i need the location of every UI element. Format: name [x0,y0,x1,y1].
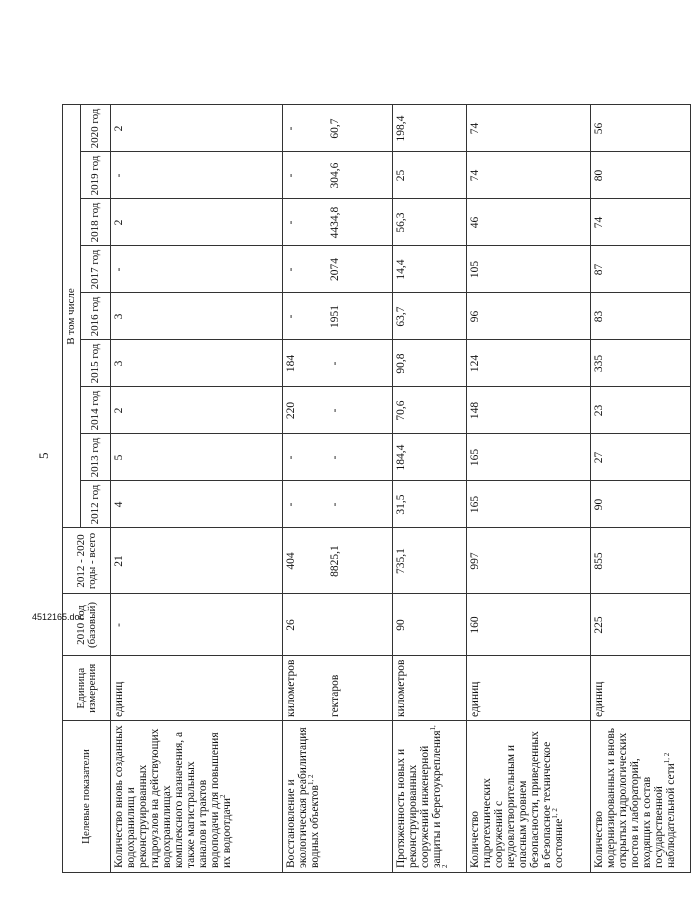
total-cell: 855 [591,528,691,594]
value-cell: 4 [111,481,283,528]
target-indicators-table [62,105,691,874]
total-cell: 21 [111,528,283,594]
value-cell: - [327,434,393,481]
indicator-cell [467,721,591,873]
year-header: 2017 год [81,246,111,293]
base-cell: 160 [467,594,591,656]
base-cell: 225 [591,594,691,656]
base-cell: - [111,594,283,656]
base-cell: 90 [393,594,467,656]
indicator-cell [393,721,467,873]
value-cell: - [111,152,283,199]
value-cell: - [111,246,283,293]
value-cell: 25 [393,152,467,199]
indicator-text: Количество модернизированных и вновь открытых гидрологических постов и лабораторий, входящих в состав государственной наблюдательной сети [593,728,677,868]
unit-cell: километров [393,656,467,721]
value-cell: 105 [467,246,591,293]
value-cell: 165 [467,434,591,481]
base-cell [327,594,393,656]
footnote-ref: 1, 2 [307,774,316,786]
year-header: 2013 год [81,434,111,481]
value-cell: - [327,340,393,387]
value-cell: - [283,152,327,199]
indicator-cell [111,721,283,873]
value-cell: 23 [591,387,691,434]
value-cell: 74 [467,152,591,199]
footnote-ref: 1, 2 [663,752,672,764]
value-cell: 2 [111,199,283,246]
base-cell: 26 [283,594,327,656]
year-header: 2018 год [81,199,111,246]
value-cell: 74 [467,105,591,152]
value-cell: 96 [467,293,591,340]
value-cell: 304,6 [327,152,393,199]
value-cell: 56,3 [393,199,467,246]
year-header: 2012 год [81,481,111,528]
value-cell: 90,8 [393,340,467,387]
table-row [393,105,467,873]
unit-cell: километров [283,656,327,721]
indicator-text: Восстановление и экологическая реабилитация водных объектов [285,727,321,868]
value-cell: 148 [467,387,591,434]
value-cell: 3 [111,293,283,340]
value-cell: 5 [111,434,283,481]
value-cell: 1951 [327,293,393,340]
value-cell: 56 [591,105,691,152]
value-cell: 2 [111,105,283,152]
value-cell: 60,7 [327,105,393,152]
value-cell: 46 [467,199,591,246]
unit-cell: единиц [467,656,591,721]
value-cell: 198,4 [393,105,467,152]
value-cell: 335 [591,340,691,387]
value-cell: 184 [283,340,327,387]
value-cell: - [283,105,327,152]
col-total-header: 2012 - 2020 годы - всего [63,528,111,594]
value-cell: 63,7 [393,293,467,340]
year-header: 2016 год [81,293,111,340]
indicator-text: Количество вновь созданных водохранилищ и реконструированных гидроузлов на действующих водохранилищах комплексного назначения, а также магистральных каналов и трактов водоподачи для повышения их водоотдачи [113,725,233,868]
value-cell: 220 [283,387,327,434]
value-cell: - [327,387,393,434]
value-cell: 2074 [327,246,393,293]
table-row [111,105,283,873]
footnote-ref: 1, 2 [429,725,450,868]
value-cell: 14,4 [393,246,467,293]
value-cell: - [283,199,327,246]
value-cell: 27 [591,434,691,481]
value-cell: 83 [591,293,691,340]
value-cell: 87 [591,246,691,293]
col-unit-header: Единица измерения [63,656,111,721]
table-row [327,105,393,873]
footnote-ref: 2 [219,794,228,798]
indicator-cell [283,721,327,873]
value-cell: - [283,434,327,481]
value-cell: 4434,8 [327,199,393,246]
year-header: 2020 год [81,105,111,152]
value-cell: 2 [111,387,283,434]
col-indicator-header: Целевые показатели [63,721,111,873]
indicator-cell [591,721,691,873]
value-cell: - [283,481,327,528]
value-cell: 124 [467,340,591,387]
value-cell: 31,5 [393,481,467,528]
total-cell: 404 [283,528,327,594]
indicator-text: Протяженность новых и реконструированных сооружений инженерной защиты и берегоукрепления [395,730,443,868]
total-cell: 997 [467,528,591,594]
col-base-header: 2010 год (базовый) [63,594,111,656]
table-row [467,105,591,873]
value-cell: 184,4 [393,434,467,481]
value-cell: 80 [591,152,691,199]
value-cell: - [283,293,327,340]
value-cell: 74 [591,199,691,246]
value-cell: 165 [467,481,591,528]
footnote-ref: 1, 2 [551,808,560,819]
unit-cell: единиц [111,656,283,721]
year-header: 2014 год [81,387,111,434]
page-number: 5 [36,452,51,459]
value-cell: - [327,481,393,528]
unit-cell: единиц [591,656,691,721]
value-cell: 70,6 [393,387,467,434]
incl-header: В том числе [63,105,81,528]
value-cell: 3 [111,340,283,387]
indicator-text: Количество гидротехнических сооружений с неудовлетворительным и опасным уровнем безопасности, приведенных в безопасное техническое состояние [469,731,565,868]
value-cell: 90 [591,481,691,528]
total-cell: 8825,1 [327,528,393,594]
total-cell: 735,1 [393,528,467,594]
value-cell: - [283,246,327,293]
table-row [591,105,691,873]
year-header: 2019 год [81,152,111,199]
indicator-cell [327,721,393,873]
year-header: 2015 год [81,340,111,387]
table-row [283,105,327,873]
footer-filename: 4512165.doc [32,612,85,622]
unit-cell: гектаров [327,656,393,721]
